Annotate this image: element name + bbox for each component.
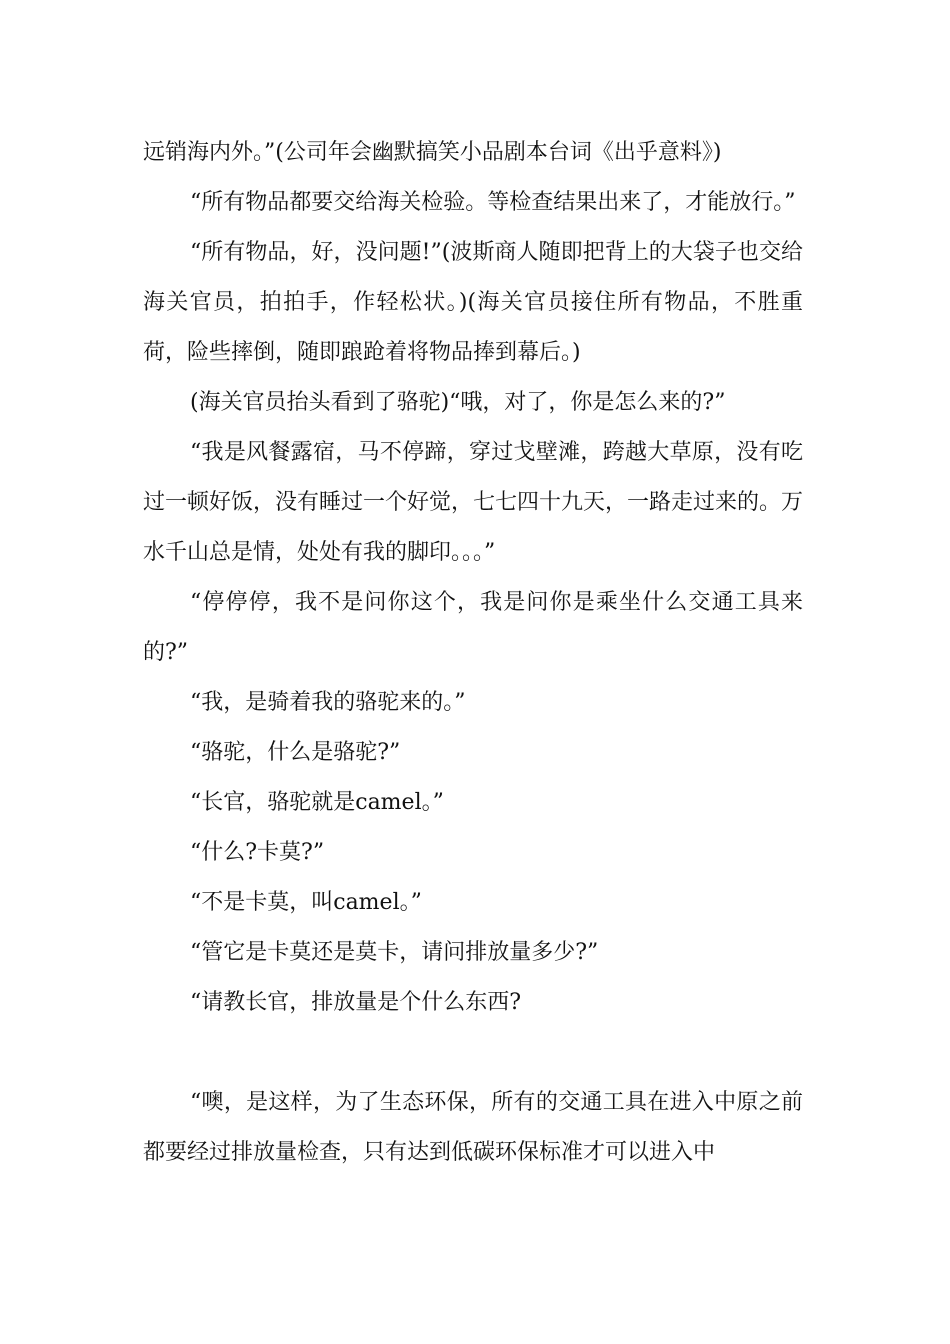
paragraph: 远销海内外。”(公司年会幽默搞笑小品剧本台词《出乎意料》) xyxy=(143,140,722,165)
paragraph: “管它是卡莫还是莫卡，请问排放量多少?” xyxy=(190,940,599,965)
paragraph: “不是卡莫，叫camel。” xyxy=(190,890,422,915)
paragraph: “什么?卡莫?” xyxy=(190,840,325,865)
paragraph-gap xyxy=(143,1028,803,1078)
paragraph: “我是风餐露宿，马不停蹄，穿过戈壁滩，跨越大草原，没有吃过一顿好饭，没有睡过一个好觉，七七四十九天，一路走过来的。万水千山总是情，处处有我的脚印。。。” xyxy=(143,440,804,565)
paragraph: “噢，是这样，为了生态环保，所有的交通工具在进入中原之前都要经过排放量检查，只有达到低碳环保标准才可以进入中 xyxy=(143,1090,803,1165)
paragraph: “请教长官，排放量是个什么东西? xyxy=(190,990,522,1015)
paragraph: “所有物品都要交给海关检验。等检查结果出来了，才能放行。” xyxy=(190,190,796,215)
paragraph: “长官，骆驼就是camel。” xyxy=(190,790,444,815)
paragraph: “停停停，我不是问你这个，我是问你是乘坐什么交通工具来的?” xyxy=(143,590,803,665)
paragraph: “骆驼，什么是骆驼?” xyxy=(190,740,401,765)
paragraph: “所有物品，好，没问题!”(波斯商人随即把背上的大袋子也交给海关官员，拍拍手，作轻松状。)(海关官员接住所有物品，不胜重荷，险些摔倒，随即踉跄着将物品捧到幕后。) xyxy=(143,240,803,365)
paragraph: (海关官员抬头看到了骆驼)“哦，对了，你是怎么来的?” xyxy=(190,390,726,415)
paragraph: “我，是骑着我的骆驼来的。” xyxy=(190,690,466,715)
document-body xyxy=(143,128,803,1178)
